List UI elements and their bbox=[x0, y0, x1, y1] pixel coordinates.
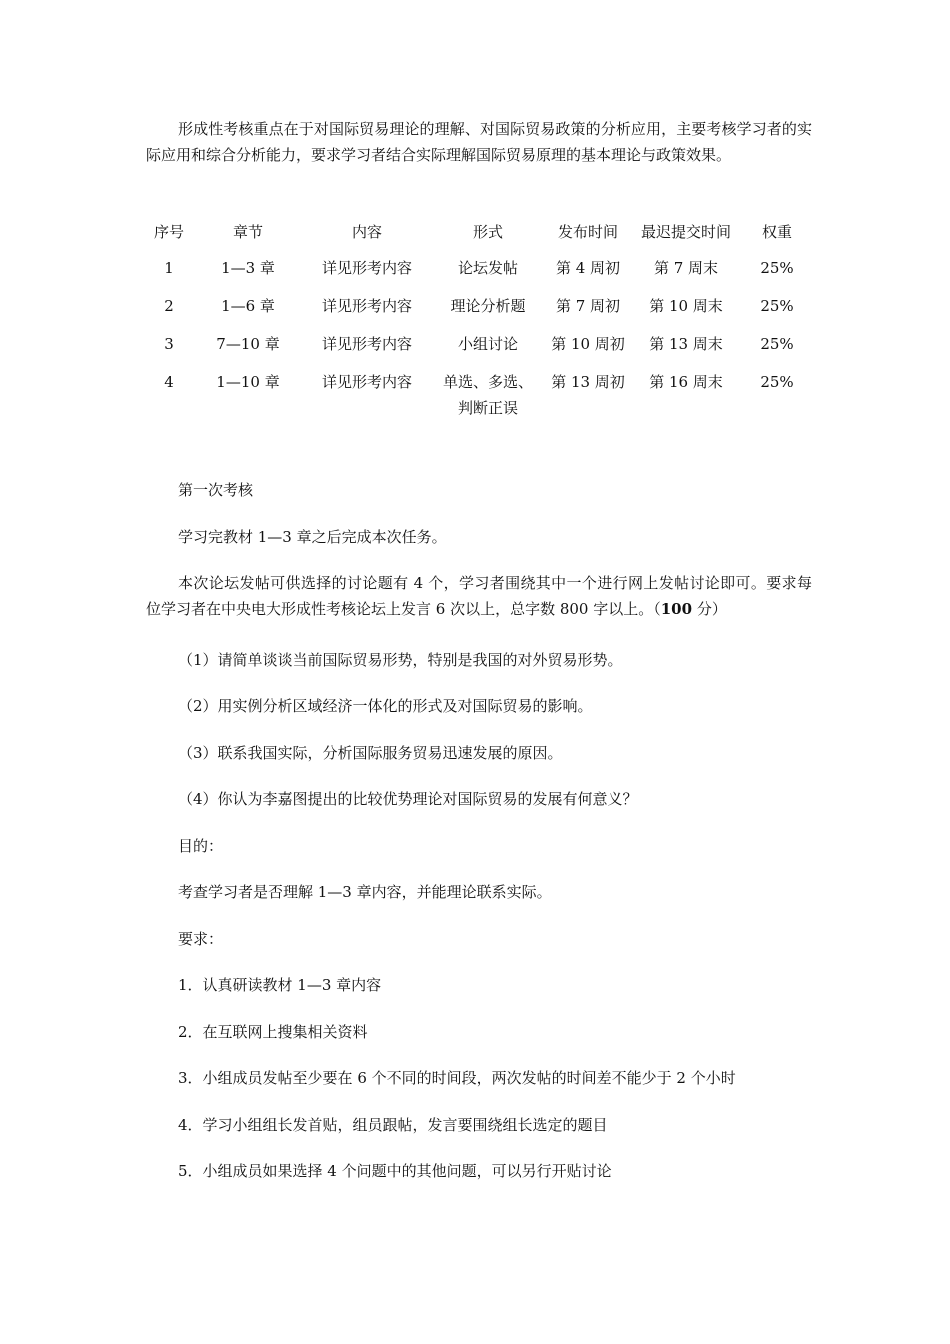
cell-publish-time: 第 10 周初 bbox=[551, 335, 625, 353]
cell-index: 3 bbox=[164, 335, 174, 353]
cell-chapter: 1—3 章 bbox=[221, 259, 275, 277]
forum-description bbox=[146, 570, 812, 622]
section-title: 第一次考核 bbox=[178, 481, 254, 499]
table-row bbox=[146, 369, 812, 433]
cell-form: 理论分析题 bbox=[450, 297, 526, 315]
requirement-item: 2．在互联网上搜集相关资料 bbox=[178, 1023, 368, 1041]
col-header-publish-time: 发布时间 bbox=[557, 223, 618, 241]
cell-deadline: 第 13 周末 bbox=[649, 335, 723, 353]
col-header-form: 形式 bbox=[472, 223, 503, 241]
cell-chapter: 7—10 章 bbox=[216, 335, 280, 353]
table-row bbox=[146, 331, 812, 369]
cell-publish-time: 第 7 周初 bbox=[555, 297, 621, 315]
col-header-content: 内容 bbox=[351, 223, 382, 241]
requirement-item: 3．小组成员发帖至少要在 6 个不同的时间段，两次发帖的时间差不能少于 2 个小时 bbox=[178, 1069, 736, 1087]
cell-weight: 25% bbox=[760, 297, 794, 315]
requirement-item: 5．小组成员如果选择 4 个问题中的其他问题，可以另行开贴讨论 bbox=[178, 1162, 612, 1180]
cell-index: 1 bbox=[164, 259, 174, 277]
forum-score: 100 bbox=[660, 600, 693, 618]
topic-item: （4）你认为李嘉图提出的比较优势理论对国际贸易的发展有何意义？ bbox=[178, 790, 638, 808]
purpose-text: 考查学习者是否理解 1—3 章内容，并能理论联系实际。 bbox=[178, 883, 552, 901]
requirement-item: 1．认真研读教材 1—3 章内容 bbox=[178, 976, 382, 994]
cell-chapter: 1—10 章 bbox=[216, 373, 280, 391]
forum-score-unit: 分） bbox=[692, 600, 727, 618]
topic-item: （3）联系我国实际，分析国际服务贸易迅速发展的原因。 bbox=[178, 744, 563, 762]
cell-content: 详见形考内容 bbox=[321, 335, 412, 353]
cell-weight: 25% bbox=[760, 335, 794, 353]
purpose-label: 目的： bbox=[178, 837, 224, 855]
cell-deadline: 第 10 周末 bbox=[649, 297, 723, 315]
col-header-index: 序号 bbox=[153, 223, 184, 241]
col-header-deadline: 最迟提交时间 bbox=[640, 223, 731, 241]
topic-item: （1）请简单谈谈当前国际贸易形势，特别是我国的对外贸易形势。 bbox=[178, 651, 623, 669]
topic-item: （2）用实例分析区域经济一体化的形式及对国际贸易的影响。 bbox=[178, 697, 593, 715]
table-row bbox=[146, 293, 812, 331]
cell-form: 单选、多选、判断正误 bbox=[442, 373, 533, 417]
table-row bbox=[146, 255, 812, 293]
cell-index: 2 bbox=[164, 297, 174, 315]
cell-weight: 25% bbox=[760, 373, 794, 391]
assessment-schedule-table bbox=[146, 219, 812, 433]
cell-index: 4 bbox=[164, 373, 174, 391]
col-header-chapter: 章节 bbox=[232, 223, 263, 241]
cell-content: 详见形考内容 bbox=[321, 297, 412, 315]
task-line: 学习完教材 1—3 章之后完成本次任务。 bbox=[178, 528, 447, 546]
cell-weight: 25% bbox=[760, 259, 794, 277]
forum-description-text: 本次论坛发帖可供选择的讨论题有 4 个，学习者围绕其中一个进行网上发帖讨论即可。要求每位学习者在中央电大形成性考核论坛上发言 6 次以上，总字数 800 字以上。（ bbox=[146, 574, 812, 618]
cell-deadline: 第 16 周末 bbox=[649, 373, 723, 391]
cell-content: 详见形考内容 bbox=[321, 259, 412, 277]
intro-text: 形成性考核重点在于对国际贸易理论的理解、对国际贸易政策的分析应用，主要考核学习者的实际应用和综合分析能力，要求学习者结合实际理解国际贸易原理的基本理论与政策效果。 bbox=[146, 120, 812, 164]
cell-chapter: 1—6 章 bbox=[221, 297, 275, 315]
col-header-weight: 权重 bbox=[761, 223, 792, 241]
cell-form: 小组讨论 bbox=[457, 335, 518, 353]
cell-form: 论坛发帖 bbox=[457, 259, 518, 277]
requirements-label: 要求： bbox=[178, 930, 224, 948]
intro-paragraph bbox=[146, 116, 812, 168]
table-header-row bbox=[146, 219, 812, 255]
cell-content: 详见形考内容 bbox=[321, 373, 412, 391]
cell-publish-time: 第 4 周初 bbox=[555, 259, 621, 277]
requirement-item: 4．学习小组组长发首贴，组员跟帖，发言要围绕组长选定的题目 bbox=[178, 1116, 608, 1134]
cell-deadline: 第 7 周末 bbox=[653, 259, 719, 277]
cell-publish-time: 第 13 周初 bbox=[551, 373, 625, 391]
